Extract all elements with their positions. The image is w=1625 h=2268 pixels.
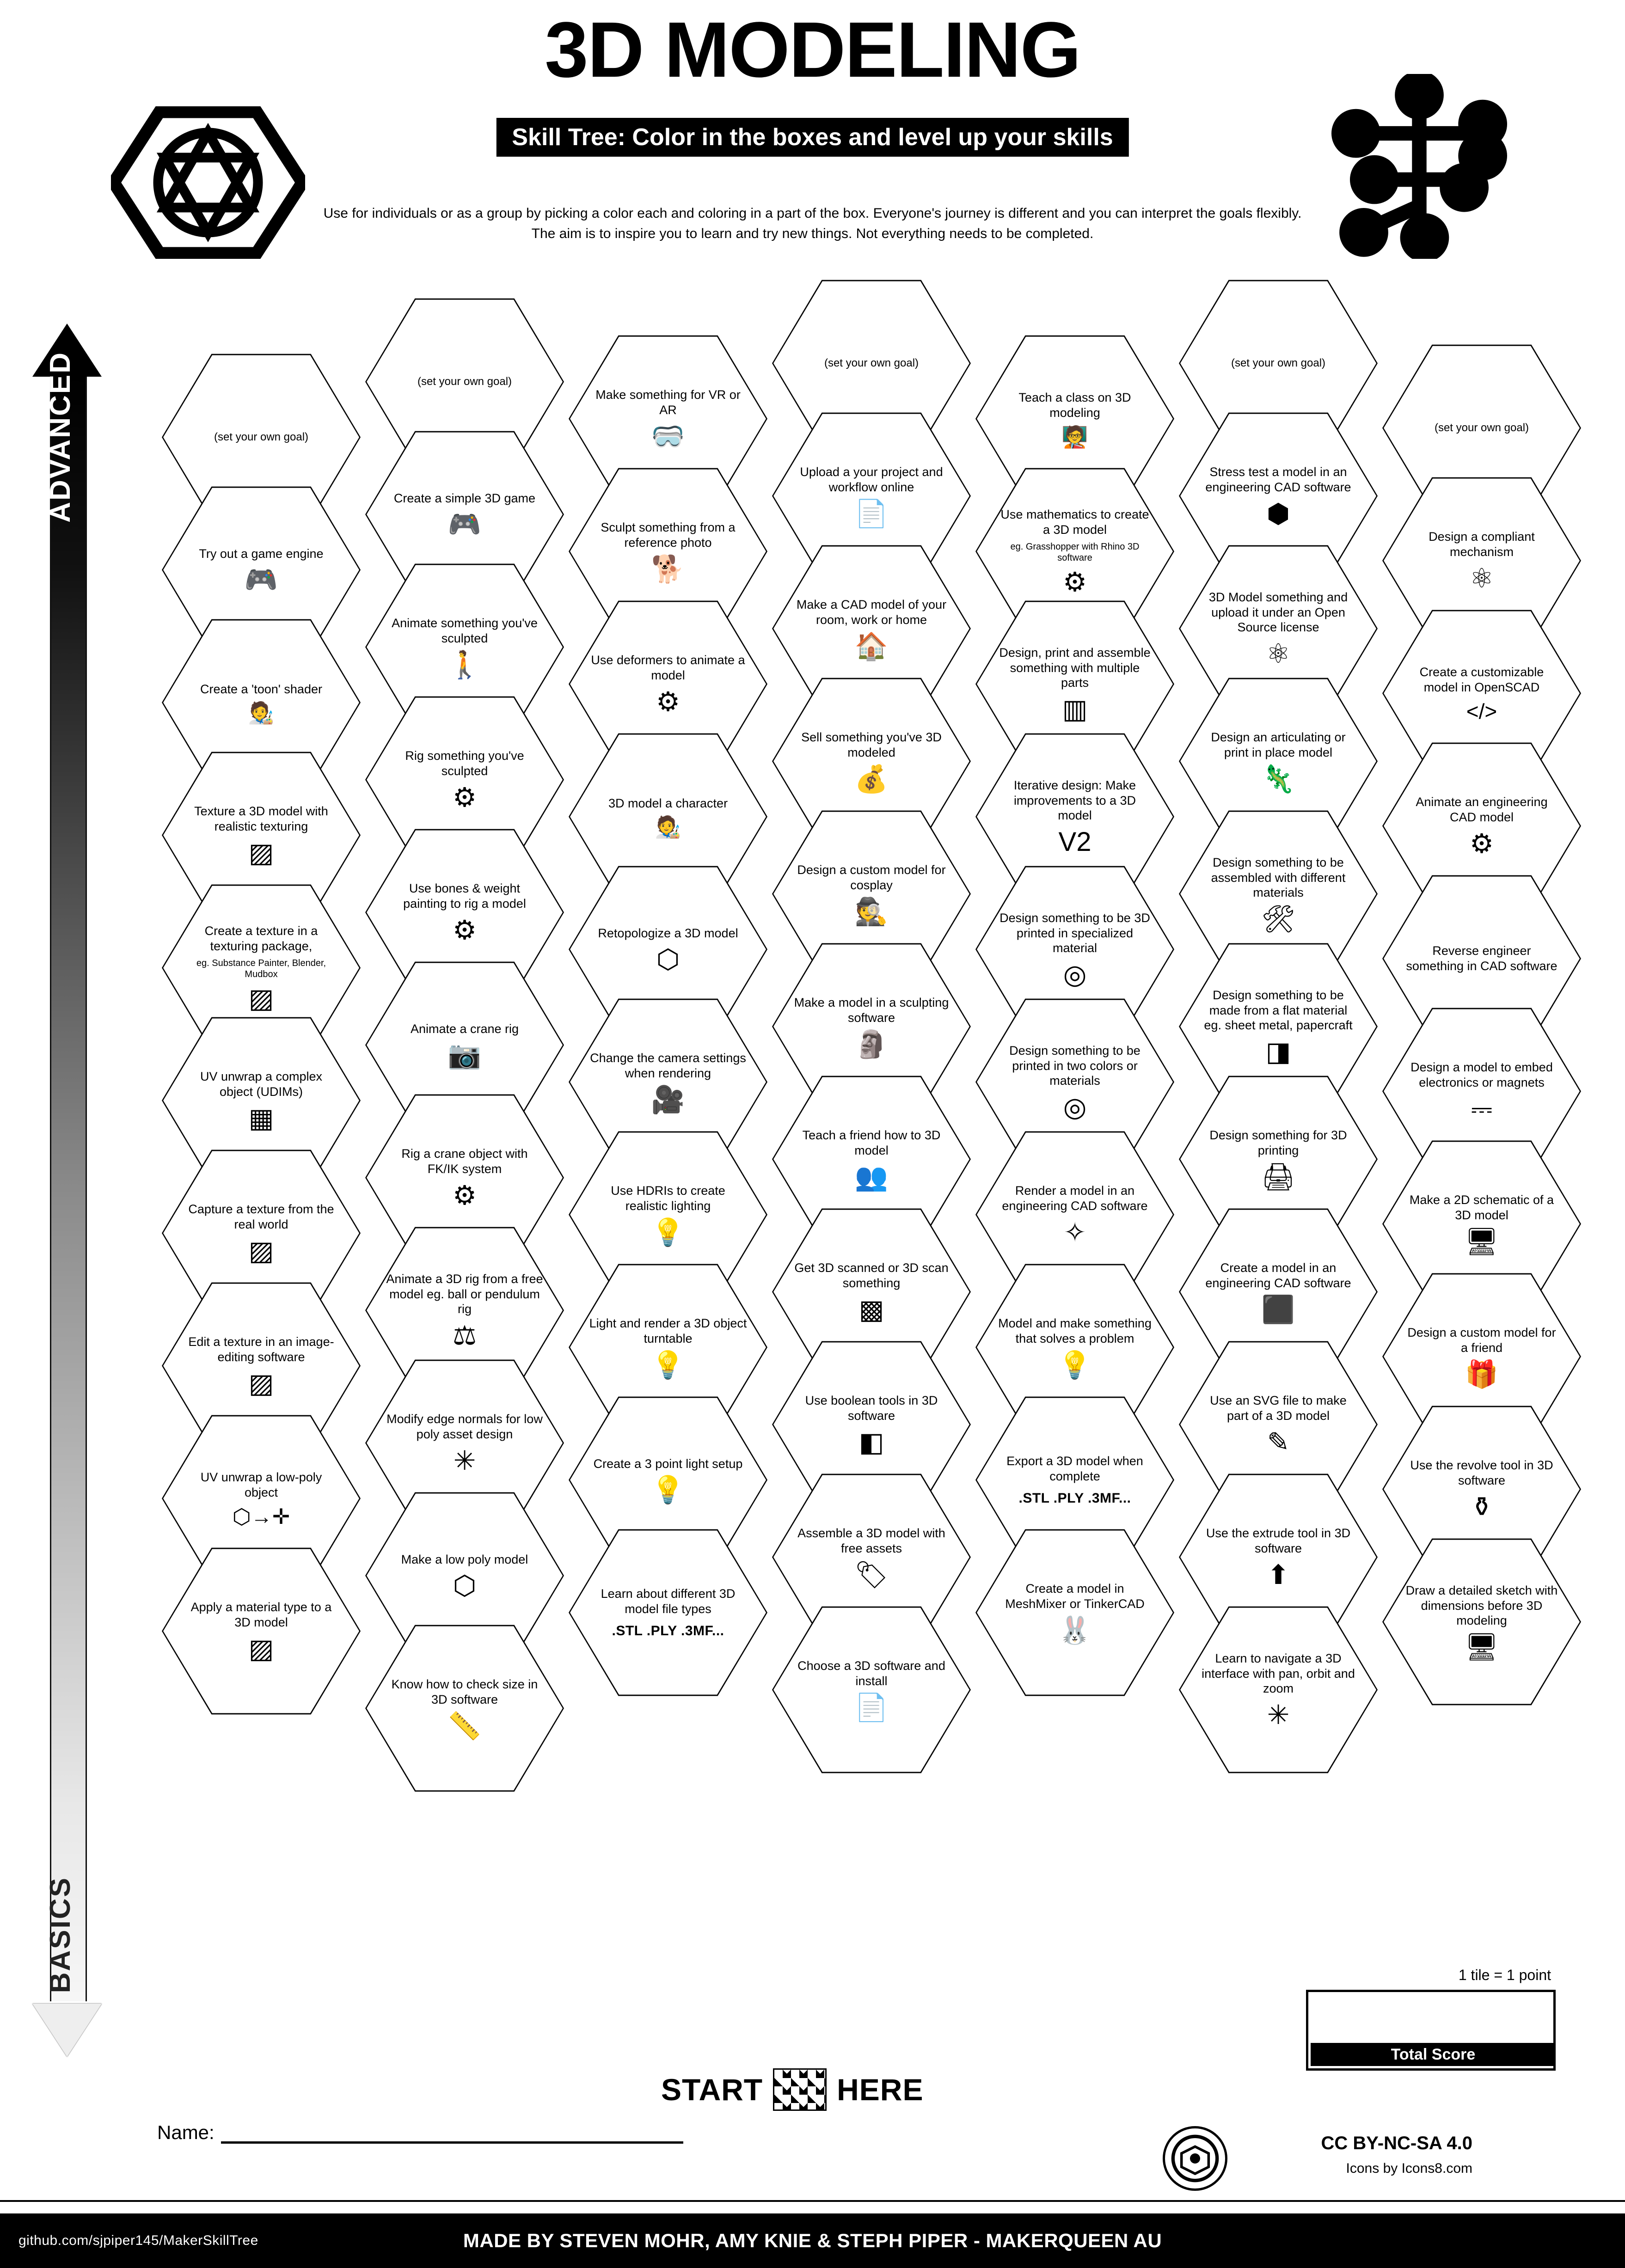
hex-content — [1403, 1060, 1561, 1123]
hex-content — [1199, 1393, 1357, 1456]
hex-content — [996, 778, 1154, 856]
hex-label: Create a customizable model in OpenSCAD — [1419, 665, 1544, 694]
hex-content — [1403, 1583, 1561, 1661]
hex-skill-icon: 💡 — [651, 1217, 685, 1247]
hex-label: (set your own goal) — [417, 375, 512, 388]
hex-content — [792, 465, 950, 527]
hex-content — [386, 1412, 544, 1474]
hex-skill-icon: </> — [1466, 699, 1497, 723]
hex-skill-icon: 👥 — [854, 1162, 889, 1192]
hex-sublabel: eg. Grasshopper with Rhino 3D software — [1010, 541, 1140, 563]
tile-point-note: 1 tile = 1 point — [1458, 1967, 1551, 1983]
hex-skill-icon: ▦ — [248, 1103, 274, 1133]
license-text: CC BY-NC-SA 4.0 — [1321, 2133, 1472, 2153]
hex-skill-icon: ⬡→✛ — [232, 1504, 290, 1528]
hex-content — [589, 653, 747, 715]
hex-label: Make something for VR or AR — [595, 388, 741, 417]
hex-skill-icon: 💰 — [854, 764, 889, 794]
hex-skill-icon: 📄 — [854, 1692, 889, 1723]
hex-content — [792, 1526, 950, 1589]
hex-content — [996, 1316, 1154, 1379]
hex-content — [1403, 665, 1561, 722]
hex-skill-icon: ⚙ — [1063, 567, 1087, 597]
hex-label: Design something to be printed in two colors or materials — [1009, 1043, 1141, 1088]
hex-skill-icon: ▨ — [248, 1633, 274, 1664]
hex-label: Get 3D scanned or 3D scan something — [794, 1261, 949, 1290]
hex-skill-icon: ✎ — [1267, 1427, 1290, 1457]
hex-label: Apply a material type to a 3D model — [190, 1600, 332, 1629]
hex-content — [792, 597, 950, 660]
footer-bar — [0, 2213, 1625, 2268]
here-label: HERE — [837, 2072, 924, 2107]
hex-skill-icon: 💡 — [651, 1350, 685, 1380]
hex-skill-icon: ⚙ — [453, 1180, 477, 1210]
hex-label: Choose a 3D software and install — [797, 1659, 945, 1688]
hex-label: Edit a texture in an image-editing software — [188, 1335, 334, 1364]
hex-label: Animate something you've sculpted — [392, 616, 538, 645]
hex-skill-icon: ▨ — [248, 1235, 274, 1266]
hex-content — [996, 645, 1154, 723]
hex-content — [1403, 943, 1561, 974]
hex-content — [996, 1581, 1154, 1644]
hex-label: Sculpt something from a reference photo — [601, 520, 736, 550]
footer-divider — [0, 2200, 1625, 2202]
hex-skill-icon: 🐰 — [1058, 1615, 1092, 1645]
hex-skill-icon: ⚙ — [656, 686, 680, 717]
hex-content — [589, 796, 747, 838]
hex-skill-icon: 🖥 — [1465, 1632, 1499, 1663]
hex-label: Assemble a 3D model with free assets — [797, 1526, 945, 1555]
name-field-row[interactable] — [157, 2121, 683, 2144]
hex-skill-icon: ⚱ — [1470, 1492, 1493, 1522]
hex-content — [386, 1552, 544, 1600]
hex-label: Animate a crane rig — [410, 1021, 519, 1036]
hex-label: Render a model in an engineering CAD software — [1002, 1184, 1148, 1213]
hex-skill-icon: ⬡ — [453, 1571, 477, 1601]
hex-label: (set your own goal) — [214, 431, 309, 444]
hex-label: Learn about different 3D model file types — [601, 1587, 736, 1616]
hex-content — [386, 881, 544, 944]
hex-skill-icon: 📄 — [854, 498, 889, 529]
hex-label: Sell something you've 3D modeled — [801, 730, 942, 759]
hex-content — [1403, 421, 1561, 434]
hex-content — [182, 923, 340, 1012]
hex-skill-icon: 🎮 — [448, 509, 482, 540]
hex-skill-icon: ◨ — [1265, 1037, 1291, 1067]
hex-skill-icon: 🎁 — [1465, 1359, 1499, 1389]
footer-credit: MADE BY STEVEN MOHR, AMY KNIE & STEPH PIPER - MAKERQUEEN AU — [463, 2230, 1162, 2251]
hex-content — [792, 862, 950, 925]
hex-label: Make a CAD model of your room, work or home — [796, 598, 947, 627]
hex-label: Use the revolve tool in 3D software — [1410, 1458, 1553, 1487]
hex-label: Design a compliant mechanism — [1429, 530, 1535, 559]
hex-skill-icon: ⬡ — [656, 944, 680, 975]
hex-skill-icon: 🏷 — [854, 1559, 889, 1590]
hex-skill-icon: 📷 — [448, 1040, 482, 1070]
hex-label: Design something to be made from a flat material eg. sheet metal, papercraft — [1204, 988, 1353, 1033]
hex-content — [386, 1021, 544, 1069]
hex-content — [792, 356, 950, 370]
hex-skill-icon: ⚛ — [1266, 639, 1290, 669]
hex-content — [589, 1183, 747, 1246]
hex-content — [792, 730, 950, 793]
hex-label: Upload a your project and workflow online — [800, 465, 943, 494]
hex-label: Retopologize a 3D model — [598, 926, 738, 940]
hex-skill-icon: 📏 — [448, 1711, 482, 1741]
hex-label: Use mathematics to create a 3D model — [1000, 507, 1149, 537]
hex-skill-icon: 🛠 — [1261, 904, 1295, 935]
hex-skill-icon: V2 — [1058, 827, 1092, 857]
hex-label: Animate an engineering CAD model — [1416, 795, 1548, 824]
hex-skill-icon: 🧑‍🎨 — [248, 701, 275, 725]
start-here-marker — [661, 2068, 923, 2111]
skill-hex-5-10[interactable] — [975, 1527, 1174, 1699]
hex-label: Capture a texture from the real world — [188, 1202, 334, 1231]
hex-skill-icon: ◎ — [1063, 1092, 1087, 1123]
hex-label: Stress test a model in an engineering CAD software — [1205, 465, 1351, 494]
hex-content — [1199, 855, 1357, 933]
hex-skill-icon: ⚙ — [1470, 828, 1494, 859]
hex-label: Use an SVG file to make part of a 3D model — [1210, 1394, 1347, 1423]
hex-content — [386, 375, 544, 388]
hex-content — [792, 1658, 950, 1721]
hex-content — [589, 1586, 747, 1639]
hex-content — [1403, 1458, 1561, 1521]
hex-content — [182, 804, 340, 867]
hex-content — [182, 1202, 340, 1265]
hex-content — [386, 616, 544, 679]
hex-skill-icon: ⬢ — [1266, 498, 1290, 529]
skill-hex-6-11[interactable] — [1179, 1604, 1378, 1776]
hex-label: Know how to check size in 3D software — [391, 1677, 538, 1706]
hex-label: (set your own goal) — [824, 357, 919, 370]
hex-skill-icon: ▨ — [248, 1368, 274, 1399]
hex-label: Design something to be 3D printed in specialized material — [1000, 911, 1150, 955]
hex-label: Light and render a 3D object turntable — [589, 1316, 747, 1345]
intro-blurb: Use for individuals or as a group by picking a color each and coloring in a part of the box. Everyone's journey is different and you can interpret the goals flexibly. The aim is to inspire you to learn and try new things. Not everything needs to be completed. — [323, 206, 1302, 241]
hex-content — [1403, 1192, 1561, 1255]
hex-label: Design something to be assembled with different materials — [1211, 855, 1346, 900]
hex-content — [1199, 1260, 1357, 1323]
hex-label: Teach a class on 3D modeling — [1018, 391, 1131, 420]
hex-content — [996, 911, 1154, 989]
hex-skill-icon: ⚙ — [453, 915, 477, 945]
hex-content — [1199, 356, 1357, 370]
hex-label: (set your own goal) — [1231, 357, 1326, 370]
hex-skill-icon: ⬆ — [1267, 1559, 1290, 1590]
hex-label: Use boolean tools in 3D software — [805, 1394, 938, 1423]
hex-content — [792, 1260, 950, 1323]
hex-label: Create a model in MeshMixer or TinkerCAD — [1005, 1582, 1145, 1611]
hex-label: Create a model in an engineering CAD software — [1205, 1261, 1351, 1290]
hex-label: Create a simple 3D game — [393, 491, 536, 505]
hex-file-types-text: .STL .PLY .3MF... — [1018, 1490, 1131, 1506]
hex-label: Use deformers to animate a model — [591, 653, 745, 682]
hex-content — [1403, 795, 1561, 857]
hex-skill-icon: 🦎 — [1261, 764, 1295, 794]
hex-content — [589, 520, 747, 583]
hex-label: Draw a detailed sketch with dimensions before 3D modeling — [1405, 1583, 1558, 1628]
hex-content — [1199, 1128, 1357, 1191]
hex-label: Export a 3D model when complete — [1006, 1454, 1143, 1483]
name-label: Name: — [157, 2121, 215, 2143]
hex-skill-icon: ✧ — [1063, 1217, 1086, 1247]
hex-label: Use bones & weight painting to rig a model — [403, 881, 526, 911]
hex-skill-icon: ⚛ — [1470, 563, 1494, 593]
subtitle-banner: Skill Tree: Color in the boxes and level up your skills — [496, 118, 1128, 157]
hex-skill-icon: ⎓ — [1471, 1094, 1493, 1124]
hex-content — [182, 1470, 340, 1527]
hex-skill-icon: 🏠 — [854, 631, 889, 661]
hex-skill-icon: ⚖ — [453, 1320, 477, 1351]
skill-hex-3-10[interactable] — [569, 1527, 767, 1699]
hex-label: Design a model to embed electronics or magnets — [1410, 1060, 1553, 1089]
axis-label-advanced: ADVANCED — [44, 351, 76, 523]
hex-label: Iterative design: Make improvements to a 3D model — [1013, 778, 1136, 823]
github-link[interactable]: github.com/sjpiper145/MakerSkillTree — [18, 2233, 258, 2248]
hex-skill-icon: ✳ — [453, 1445, 476, 1476]
hex-skill-icon: 🎥 — [651, 1084, 685, 1115]
hex-content — [1199, 730, 1357, 793]
hex-content — [792, 995, 950, 1058]
hex-content — [386, 1677, 544, 1740]
hex-content — [996, 1043, 1154, 1121]
hex-content — [1199, 1526, 1357, 1589]
hex-content — [792, 1128, 950, 1191]
hex-label: Design an articulating or print in place model — [1211, 730, 1346, 759]
hex-label: Use HDRIs to create realistic lighting — [611, 1184, 725, 1213]
hex-label: Create a texture in a texturing package, — [204, 924, 318, 953]
hex-skill-icon: ✳ — [1267, 1700, 1290, 1730]
hex-content — [1403, 1325, 1561, 1388]
hex-skill-icon: ▨ — [248, 838, 274, 868]
hex-content — [386, 748, 544, 811]
hex-label: Change the camera settings when rendering — [590, 1051, 746, 1080]
hex-label: Make a model in a sculpting software — [794, 996, 949, 1025]
hex-skill-icon: ⬛ — [1261, 1294, 1295, 1325]
hex-content — [182, 1069, 340, 1132]
hex-label: Create a 3 point light setup — [593, 1456, 743, 1471]
hex-skill-icon: 🐕 — [651, 554, 685, 584]
hex-content — [996, 1454, 1154, 1506]
hex-label: Rig a crane object with FK/IK system — [401, 1147, 528, 1176]
hex-content — [182, 546, 340, 594]
hex-content — [589, 1051, 747, 1113]
hex-skill-icon: 🎮 — [244, 565, 278, 595]
hex-label: Learn to navigate a 3D interface with pan, orbit and zoom — [1202, 1651, 1355, 1696]
hex-content — [182, 1334, 340, 1397]
hex-content — [589, 926, 747, 973]
hex-content — [386, 1272, 544, 1350]
hex-content — [1199, 988, 1357, 1066]
hex-content — [589, 1456, 747, 1504]
hex-label: Teach a friend how to 3D model — [802, 1128, 941, 1157]
hex-skill-icon: 💡 — [1058, 1350, 1092, 1380]
hex-content — [1403, 529, 1561, 592]
hex-label: 3D Model something and upload it under an Open Source license — [1208, 590, 1348, 635]
hex-content — [996, 1183, 1154, 1246]
hex-label: Design a custom model for cosplay — [797, 863, 946, 892]
hex-skill-icon: 🗿 — [854, 1029, 889, 1059]
hex-sublabel: eg. Substance Painter, Blender, Mudbox — [196, 958, 326, 979]
hex-content — [996, 507, 1154, 596]
hex-content — [792, 1393, 950, 1456]
hex-skill-icon: ▩ — [858, 1294, 884, 1325]
hex-skill-icon: 🚶 — [448, 649, 482, 680]
hex-label: Rig something you've sculpted — [405, 749, 524, 778]
hex-skill-icon: 🕵 — [854, 896, 889, 927]
hex-label: 3D model a character — [608, 796, 728, 810]
hex-skill-icon: 🥽 — [651, 421, 685, 452]
hex-content — [1199, 1651, 1357, 1729]
hex-content — [1199, 590, 1357, 668]
hex-content — [182, 1600, 340, 1663]
axis-label-basics: BASICS — [44, 1877, 76, 1993]
total-score-label: Total Score — [1311, 2043, 1556, 2066]
hex-label: Design, print and assemble something with multiple parts — [999, 645, 1151, 690]
creative-commons-icon — [1163, 2126, 1227, 2191]
name-input-line[interactable] — [221, 2139, 683, 2144]
hex-label: Make a 2D schematic of a 3D model — [1409, 1193, 1554, 1222]
hex-label: Model and make something that solves a problem — [998, 1316, 1152, 1345]
hex-skill-icon: ◎ — [1063, 960, 1087, 990]
hex-content — [589, 1316, 747, 1379]
hex-label: Animate a 3D rig from a free model eg. ball or pendulum rig — [386, 1272, 543, 1316]
hex-label: UV unwrap a complex object (UDIMs) — [200, 1070, 323, 1099]
hex-content — [182, 682, 340, 724]
hex-label: Create a 'toon' shader — [200, 682, 322, 696]
skill-hex-1-10[interactable] — [162, 1545, 361, 1717]
skill-hex-2-11[interactable] — [365, 1622, 564, 1794]
hex-skill-icon: 🖨 — [1261, 1162, 1295, 1192]
hex-label: Texture a 3D model with realistic texturing — [194, 804, 328, 833]
hex-label: Design a custom model for a friend — [1407, 1326, 1556, 1355]
hex-file-types-text: .STL .PLY .3MF... — [612, 1623, 724, 1638]
skill-hex-4-11[interactable] — [772, 1604, 971, 1776]
hex-skill-icon: ▨ — [248, 983, 274, 1014]
hex-label: Make a low poly model — [401, 1552, 528, 1566]
hex-label: Design something for 3D printing — [1209, 1128, 1347, 1157]
hex-skill-icon: ⚙ — [453, 782, 477, 813]
page-title: 3D MODELING — [545, 6, 1080, 94]
hex-content — [182, 430, 340, 444]
hex-skill-icon: 🖥 — [1465, 1226, 1499, 1257]
icons-credit: Icons by Icons8.com — [1346, 2161, 1472, 2176]
hex-skill-icon: 🧑‍🎨 — [655, 815, 681, 839]
hex-content — [589, 387, 747, 450]
checkered-flag-icon — [773, 2068, 827, 2111]
skill-hex-7-10[interactable] — [1382, 1536, 1581, 1708]
hex-label: Use the extrude tool in 3D software — [1206, 1526, 1351, 1555]
start-label: START — [661, 2072, 763, 2107]
hex-label: Try out a game engine — [199, 546, 324, 561]
hex-content — [1199, 465, 1357, 527]
hex-skill-icon: 🧑‍🏫 — [1061, 424, 1088, 449]
hex-label: Reverse engineer something in CAD software — [1406, 944, 1558, 973]
hex-label: UV unwrap a low-poly object — [200, 1470, 322, 1499]
hex-skill-icon: ◧ — [858, 1427, 884, 1457]
hex-content — [996, 390, 1154, 447]
hex-label: Modify edge normals for low poly asset design — [386, 1412, 543, 1441]
hex-skill-icon: 💡 — [651, 1475, 685, 1505]
hex-skill-icon: ▥ — [1062, 694, 1088, 725]
hex-content — [386, 491, 544, 538]
hex-label: (set your own goal) — [1434, 422, 1529, 434]
hex-content — [386, 1146, 544, 1209]
